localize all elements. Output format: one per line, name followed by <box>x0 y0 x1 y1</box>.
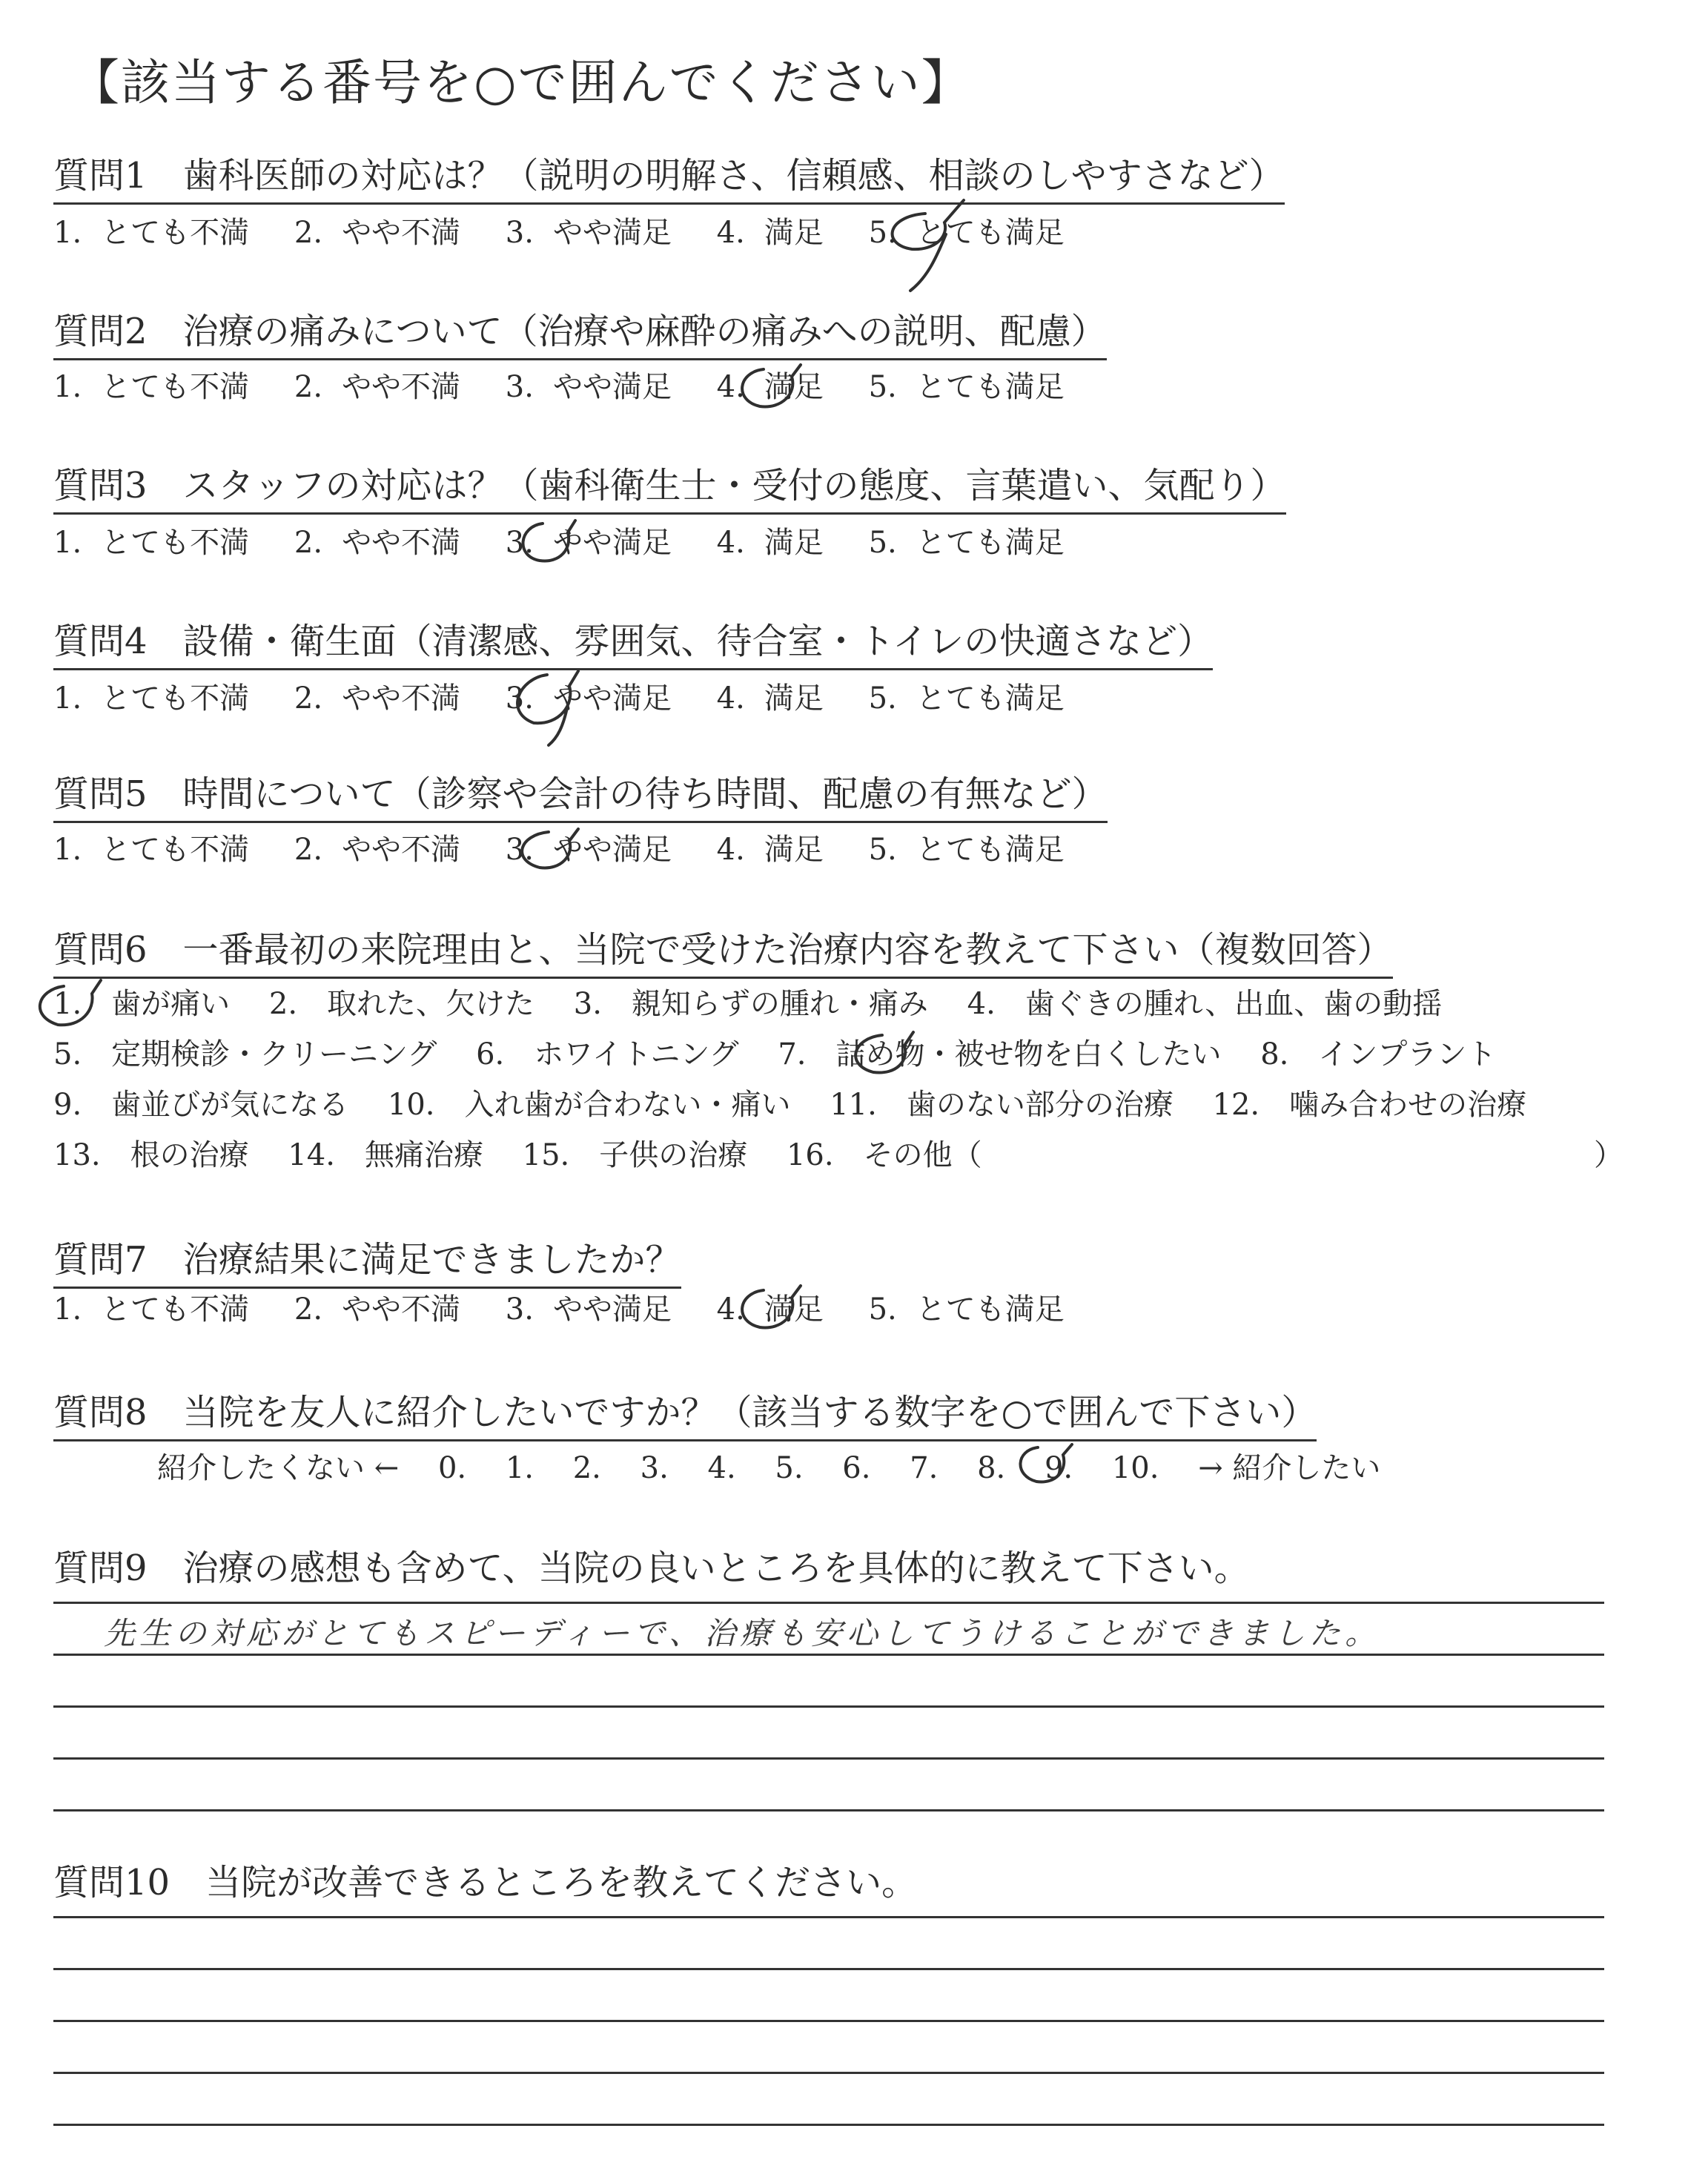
q2-opt5-label: とても満足 <box>916 370 1065 404</box>
q6-line4[interactable]: 13. 根の治療 14. 無痛治療 15. 子供の治療 16. その他（ <box>53 1138 982 1172</box>
q8-score-2[interactable]: 2. <box>572 1451 601 1485</box>
q3-options[interactable] <box>53 519 1065 561</box>
q2-opt2-label: やや不満 <box>342 370 461 404</box>
q2-options[interactable] <box>53 363 1065 406</box>
q7-opt4-label: 満足 <box>764 1292 824 1327</box>
q2-opt1-num[interactable]: 1. <box>53 370 82 404</box>
q3-opt5-label: とても満足 <box>916 526 1065 560</box>
q8-score-7[interactable]: 7. <box>910 1451 939 1485</box>
q7-options[interactable] <box>53 1286 1065 1328</box>
q9-answer-line-5 <box>53 1809 1604 1811</box>
q1-opt1-num[interactable]: 1. <box>53 216 82 250</box>
q7-opt2-num[interactable]: 2. <box>294 1292 323 1327</box>
q7-opt5-label: とても満足 <box>916 1292 1065 1327</box>
page-title: 【該当する番号を○で囲んでください】 <box>70 54 972 111</box>
q5-opt1-label: とても不満 <box>101 833 250 867</box>
q1-opt2-label: やや不満 <box>342 216 461 250</box>
q10-answer-line-1[interactable] <box>53 1916 1604 1918</box>
q6-other-close: ） <box>1594 1138 1623 1172</box>
q8-score-10[interactable]: 10. <box>1111 1451 1159 1485</box>
q3-opt3-label: やや満足 <box>552 526 672 560</box>
q3-opt2-label: やや不満 <box>342 526 461 560</box>
q9-answer-line-4 <box>53 1757 1604 1760</box>
q5-opt1-num[interactable]: 1. <box>53 833 82 867</box>
q1-options[interactable] <box>53 209 1065 251</box>
q1-opt5-label: とても満足 <box>916 216 1065 250</box>
q3-opt1-label: とても不満 <box>101 526 250 560</box>
q8-score-9[interactable]: 9. <box>1044 1451 1073 1485</box>
q8-score-3[interactable]: 3. <box>640 1451 669 1485</box>
q2-opt4-label: 満足 <box>764 370 824 404</box>
q10-answer-line-4[interactable] <box>53 2072 1604 2074</box>
q3-opt4-label: 満足 <box>764 526 824 560</box>
q4-opt2-num[interactable]: 2. <box>294 681 323 716</box>
q10-answer-line-5[interactable] <box>53 2124 1604 2126</box>
q9-answer-line-3 <box>53 1705 1604 1708</box>
q5-options[interactable] <box>53 826 1065 868</box>
q7-opt4-num[interactable]: 4. <box>716 1292 745 1327</box>
q5-opt3-num[interactable]: 3. <box>505 833 534 867</box>
q7-opt1-num[interactable]: 1. <box>53 1292 82 1327</box>
q10-answer-line-3[interactable] <box>53 2020 1604 2022</box>
q5-opt3-label: やや満足 <box>552 833 672 867</box>
q8-score-1[interactable]: 1. <box>505 1451 534 1485</box>
q1-opt4-label: 満足 <box>764 216 824 250</box>
q1-opt1-label: とても不満 <box>101 216 250 250</box>
q9-answer-line-2 <box>53 1654 1604 1656</box>
q8-score-0[interactable]: 0. <box>437 1451 467 1485</box>
q4-opt5-num[interactable]: 5. <box>868 681 897 716</box>
q1-opt2-num[interactable]: 2. <box>294 216 323 250</box>
q4-options[interactable] <box>53 675 1065 717</box>
q8-right-label: → 紹介したい <box>1198 1451 1381 1485</box>
q1-opt5-num[interactable]: 5. <box>868 216 897 250</box>
q9-handwritten-answer[interactable]: 先生の対応がとてもスピーディーで、治療も安心してうけることができました。 <box>104 1615 1381 1651</box>
q4-opt5-label: とても満足 <box>916 681 1065 716</box>
q3-opt1-num[interactable]: 1. <box>53 526 82 560</box>
q10-title: 質問10 当院が改善できるところを教えてください。 <box>53 1862 918 1903</box>
q3-opt4-num[interactable]: 4. <box>716 526 745 560</box>
q1-title: 質問1 歯科医師の対応は？（説明の明解さ、信頼感、相談のしやすさなど） <box>53 147 1285 205</box>
q9-title: 質問9 治療の感想も含めて、当院の良いところを具体的に教えて下さい。 <box>53 1548 1250 1589</box>
q4-opt1-label: とても不満 <box>101 681 250 716</box>
q9-answer-line-1 <box>53 1602 1604 1604</box>
q4-opt4-label: 満足 <box>764 681 824 716</box>
q7-opt1-label: とても不満 <box>101 1292 250 1327</box>
q4-opt2-label: やや不満 <box>342 681 461 716</box>
q8-title: 質問8 当院を友人に紹介したいですか？（該当する数字を○で囲んで下さい） <box>53 1384 1317 1441</box>
q8-scale[interactable] <box>157 1444 1410 1487</box>
q8-score-8[interactable]: 8. <box>977 1451 1006 1485</box>
q1-opt4-num[interactable]: 4. <box>716 216 745 250</box>
q2-opt4-num[interactable]: 4. <box>716 370 745 404</box>
q7-title: 質問7 治療結果に満足できましたか？ <box>53 1231 681 1289</box>
q2-opt5-num[interactable]: 5. <box>868 370 897 404</box>
q8-left-label: 紹介したくない ← <box>157 1451 400 1485</box>
q8-score-4[interactable]: 4. <box>707 1451 736 1485</box>
q2-opt2-num[interactable]: 2. <box>294 370 323 404</box>
q4-opt4-num[interactable]: 4. <box>716 681 745 716</box>
q2-opt1-label: とても不満 <box>101 370 250 404</box>
q4-opt3-num[interactable]: 3. <box>505 681 534 716</box>
q2-opt3-label: やや満足 <box>552 370 672 404</box>
q5-opt5-label: とても満足 <box>916 833 1065 867</box>
q1-opt3-label: やや満足 <box>552 216 672 250</box>
q1-opt3-num[interactable]: 3. <box>505 216 534 250</box>
q5-opt2-num[interactable]: 2. <box>294 833 323 867</box>
q5-opt4-num[interactable]: 4. <box>716 833 745 867</box>
q7-opt2-label: やや不満 <box>342 1292 461 1327</box>
q3-opt5-num[interactable]: 5. <box>868 526 897 560</box>
q7-opt5-num[interactable]: 5. <box>868 1292 897 1327</box>
q8-score-6[interactable]: 6. <box>842 1451 871 1485</box>
q5-title: 質問5 時間について（診察や会計の待ち時間、配慮の有無など） <box>53 765 1108 823</box>
q7-opt3-label: やや満足 <box>552 1292 672 1327</box>
q10-answer-line-2[interactable] <box>53 1968 1604 1970</box>
q6-line2[interactable]: 5. 定期検診・クリーニング 6. ホワイトニング 7. 詰め物・被せ物を白くしたい 8. インプラント <box>53 1037 1497 1071</box>
q2-opt3-num[interactable]: 3. <box>505 370 534 404</box>
q4-opt1-num[interactable]: 1. <box>53 681 82 716</box>
q4-title: 質問4 設備・衛生面（清潔感、雰囲気、待合室・トイレの快適さなど） <box>53 612 1213 670</box>
q2-title: 質問2 治療の痛みについて（治療や麻酔の痛みへの説明、配慮） <box>53 303 1107 360</box>
q3-title: 質問3 スタッフの対応は？（歯科衛生士・受付の態度、言葉遣い、気配り） <box>53 457 1286 515</box>
q6-title: 質問6 一番最初の来院理由と、当院で受けた治療内容を教えて下さい（複数回答） <box>53 921 1393 979</box>
q6-line1[interactable]: 1. 歯が痛い 2. 取れた、欠けた 3. 親知らずの腫れ・痛み 4. 歯ぐきの腫れ、出血、歯の動揺 <box>53 987 1443 1021</box>
q5-opt2-label: やや不満 <box>342 833 461 867</box>
q3-opt2-num[interactable]: 2. <box>294 526 323 560</box>
q5-opt5-num[interactable]: 5. <box>868 833 897 867</box>
q6-line3[interactable]: 9. 歯並びが気になる 10. 入れ歯が合わない・痛い 11. 歯のない部分の治療 12. 噛み合わせの治療 <box>53 1088 1527 1122</box>
q3-opt3-num[interactable]: 3. <box>505 526 534 560</box>
q4-opt3-label: やや満足 <box>552 681 672 716</box>
q8-score-5[interactable]: 5. <box>775 1451 804 1485</box>
q5-opt4-label: 満足 <box>764 833 824 867</box>
q7-opt3-num[interactable]: 3. <box>505 1292 534 1327</box>
